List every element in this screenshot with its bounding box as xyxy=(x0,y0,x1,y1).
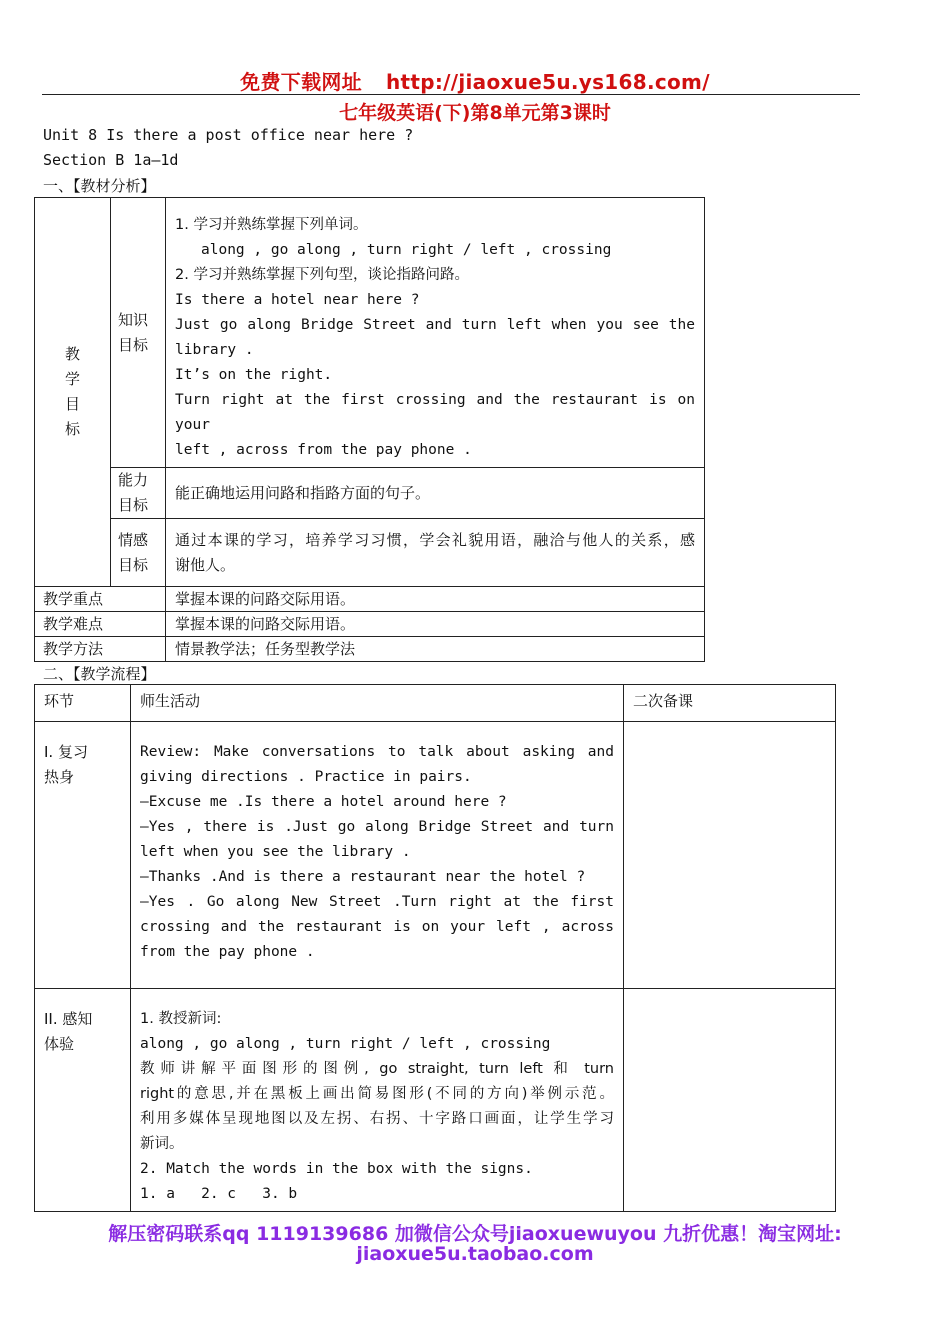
header-site-label: 免费下载网址 xyxy=(240,70,362,94)
ability-goal-label: 能力目标 xyxy=(118,471,149,514)
part1-heading: 一、【教材分析】 xyxy=(43,177,156,195)
activity-line: —Yes , there is .Just go along Bridge Street and turn xyxy=(140,819,614,835)
stage-cell xyxy=(35,722,131,989)
part2-heading: 二、【教学流程】 xyxy=(43,665,156,683)
section-line: Section B 1a—1d xyxy=(43,151,179,169)
activity-line: —Excuse me .Is there a hotel around here ? xyxy=(140,794,507,810)
activity-line: 2. Match the words in the box with the signs. xyxy=(140,1161,533,1177)
activity-line: giving directions . Practice in pairs. xyxy=(140,769,472,785)
knowledge-line: Turn right at the first crossing and the restaurant is on your xyxy=(175,392,695,433)
header-site-url[interactable]: http://jiaoxue5u.ys168.com/ xyxy=(385,70,710,94)
footer-shop-url[interactable]: jiaoxue5u.taobao.com xyxy=(356,1243,594,1265)
ability-goal-label-cell xyxy=(111,468,166,519)
teaching-method-label-cell xyxy=(35,637,166,662)
difficult-points-label-cell xyxy=(35,612,166,637)
stage-label: II. 感知 xyxy=(44,1010,93,1028)
unit-line: Unit 8 Is there a post office near here ? xyxy=(43,126,414,144)
emotion-line: 谢他人。 xyxy=(175,555,236,574)
teaching-goals-label-cell xyxy=(35,198,111,587)
column-header-activities: 师生活动 xyxy=(131,685,624,722)
stage-label: 热身 xyxy=(44,768,75,786)
header-download-line xyxy=(0,66,950,95)
knowledge-line: It’s on the right. xyxy=(175,367,333,383)
knowledge-line: along , go along , turn right / left , crossing xyxy=(201,242,612,258)
teaching-method-label: 教学方法 xyxy=(43,639,104,658)
activity-line: 1. a 2. c 3. b xyxy=(140,1186,298,1202)
emotion-goal-label: 情感目标 xyxy=(118,530,149,574)
teaching-method-text: 情景教学法；任务型教学法 xyxy=(175,639,356,658)
knowledge-goal-label-cell xyxy=(111,198,166,468)
emotion-line: 通过本课的学习，培养学习习惯，学会礼貌用语，融洽与他人的关系，感 xyxy=(175,530,695,549)
knowledge-line: library . xyxy=(175,342,254,358)
key-points-text: 掌握本课的问路交际用语。 xyxy=(175,589,356,608)
revision-cell xyxy=(624,722,836,989)
stage-label: I. 复习 xyxy=(44,743,88,761)
activity-line: right的意思,并在黑板上画出简易图形(不同的方向)举例示范。 xyxy=(140,1086,614,1102)
process-table xyxy=(34,684,836,1212)
activity-line: crossing and the restaurant is on your left , across xyxy=(140,919,614,935)
difficult-points-label: 教学难点 xyxy=(43,614,104,633)
activity-line: 利用多媒体呈现地图以及左拐、右拐、十字路口画面，让学生学习 xyxy=(140,1111,614,1127)
revision-cell xyxy=(624,989,836,1212)
document-title: 七年级英语(下)第8单元第3课时 xyxy=(339,102,611,124)
header-divider xyxy=(42,94,860,95)
knowledge-line: Is there a hotel near here ? xyxy=(175,292,420,308)
knowledge-goal-label: 知识目标 xyxy=(118,310,149,354)
knowledge-line: 2. 学习并熟练掌握下列句型，谈论指路问路。 xyxy=(175,267,469,283)
activity-line: —Yes . Go along New Street .Turn right at the first xyxy=(140,894,614,910)
ability-goal-content xyxy=(166,468,705,519)
activity-cell xyxy=(131,722,624,989)
activity-line: from the pay phone . xyxy=(140,944,315,960)
knowledge-line: Just go along Bridge Street and turn left when you see the xyxy=(175,317,695,333)
analysis-table xyxy=(34,197,705,662)
teaching-goals-label: 教学目标 xyxy=(65,345,81,438)
process-row xyxy=(35,722,836,989)
teaching-method-content xyxy=(166,637,705,662)
column-header-revision: 二次备课 xyxy=(624,685,836,722)
activity-line: 新词。 xyxy=(140,1136,184,1152)
activity-line: left when you see the library . xyxy=(140,844,411,860)
ability-goal-text: 能正确地运用问路和指路方面的句子。 xyxy=(175,483,431,502)
difficult-points-text: 掌握本课的问路交际用语。 xyxy=(175,614,356,633)
activity-line: Review: Make conversations to talk about asking and xyxy=(140,744,614,760)
footer-contact-line: 解压密码联系qq 1119139686 加微信公众号jiaoxuewuyou 九折优惠！淘宝网址: xyxy=(108,1223,842,1245)
emotion-goal-content xyxy=(166,519,705,587)
activity-line: —Thanks .And is there a restaurant near the hotel ? xyxy=(140,869,586,885)
activity-line: 1. 教授新词: xyxy=(140,1011,222,1027)
knowledge-line: left , across from the pay phone . xyxy=(175,442,472,458)
key-points-label-cell xyxy=(35,587,166,612)
knowledge-line: 1. 学习并熟练掌握下列单词。 xyxy=(175,217,368,233)
key-points-content xyxy=(166,587,705,612)
column-header-stage: 环节 xyxy=(35,685,131,722)
key-points-label: 教学重点 xyxy=(43,589,104,608)
activity-line: along , go along , turn right / left , crossing xyxy=(140,1036,551,1052)
knowledge-goal-content xyxy=(166,198,705,468)
stage-label: 体验 xyxy=(44,1035,75,1053)
emotion-goal-label-cell xyxy=(111,519,166,587)
stage-cell xyxy=(35,989,131,1212)
difficult-points-content xyxy=(166,612,705,637)
process-row xyxy=(35,989,836,1212)
activity-cell xyxy=(131,989,624,1212)
activity-line: 教师讲解平面图形的图例, go straight, turn left 和 turn xyxy=(140,1061,614,1077)
